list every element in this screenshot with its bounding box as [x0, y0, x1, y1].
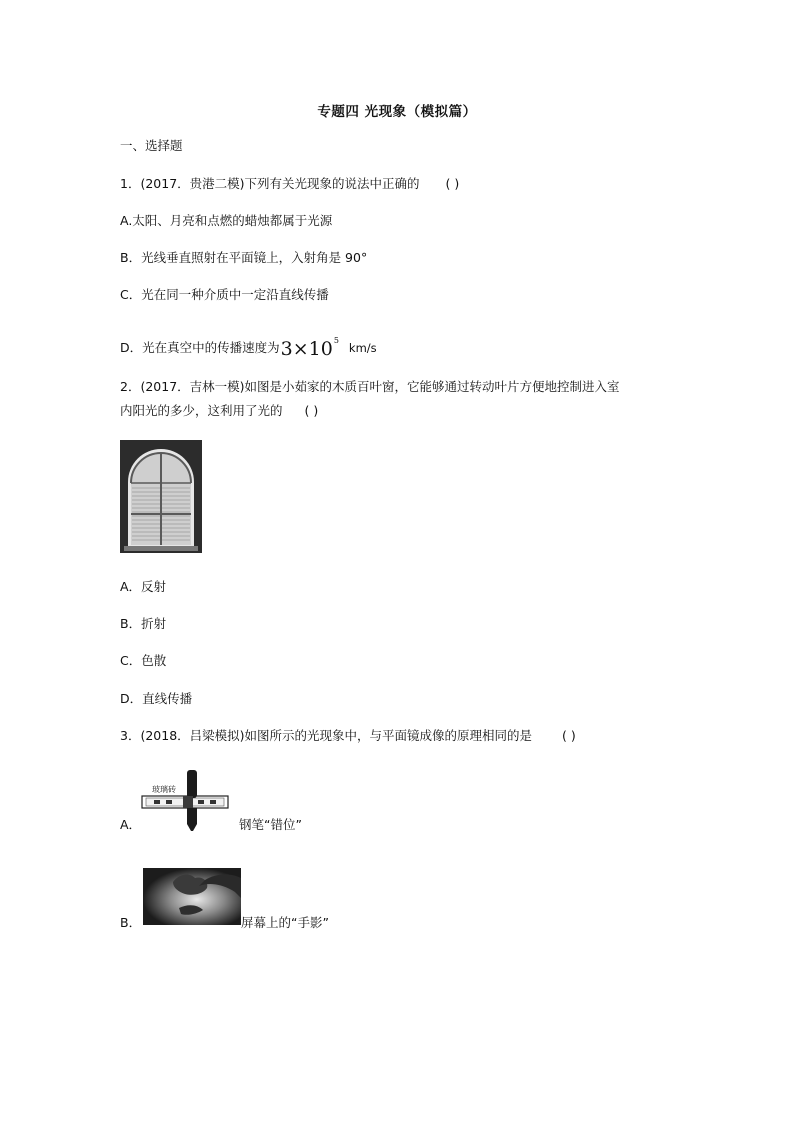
q2-option-c: C．色散: [120, 653, 167, 668]
q2-stem-text: 内阳光的多少，这利用了光的: [120, 403, 283, 418]
q2-option-a: A．反射: [120, 579, 167, 594]
q2-option-b: B．折射: [120, 616, 167, 631]
hand-shadow-image: [143, 868, 241, 929]
glass-brick-label: 玻璃砖: [152, 785, 176, 794]
window-blinds-image: [120, 440, 202, 557]
q1-option-c: C．光在同一种介质中一定沿直线传播: [120, 287, 329, 302]
q1-option-b: B．光线垂直照射在平面镜上，入射角是 90°: [120, 250, 368, 265]
q3-option-b-text: 屏幕上的“手影”: [241, 915, 329, 930]
q1-answer-paren: ( ): [445, 176, 460, 191]
q3-stem: [120, 727, 576, 745]
formula-exponent: 5: [333, 336, 339, 345]
q3-answer-paren: ( ): [562, 728, 576, 743]
q1-option-d: [120, 332, 377, 358]
page-title: 专题四 光现象（模拟篇）: [317, 104, 477, 120]
q1-option-d-text: D．光在真空中的传播速度为: [120, 340, 280, 355]
q3-option-b-label: B．: [120, 915, 142, 930]
q1-option-a: A.太阳、月亮和点燃的蜡烛都属于光源: [120, 213, 333, 228]
speed-unit: km/s: [348, 341, 377, 355]
section-heading: 一、选择题: [120, 138, 183, 153]
speed-formula: [281, 338, 339, 360]
q2-option-d: D．直线传播: [120, 691, 193, 706]
pen-glass-brick-image: [140, 768, 230, 832]
q1-stem: [120, 175, 459, 193]
q3-option-a-label: A．: [120, 817, 142, 832]
q3-stem-text: 3．(2018．吕梁模拟)如图所示的光现象中，与平面镜成像的原理相同的是: [120, 728, 533, 743]
q1-stem-text: 1．(2017．贵港二模)下列有关光现象的说法中正确的: [120, 176, 420, 191]
formula-base: 3×10: [280, 338, 333, 360]
q2-stem-line1: 2．(2017．吉林一模)如图是小茹家的木质百叶窗，它能够通过转动叶片方便地控制进入室: [120, 379, 620, 394]
q2-stem-line2: [120, 402, 318, 420]
q3-option-a-text: 钢笔“错位”: [239, 817, 302, 832]
q2-answer-paren: ( ): [304, 403, 319, 418]
